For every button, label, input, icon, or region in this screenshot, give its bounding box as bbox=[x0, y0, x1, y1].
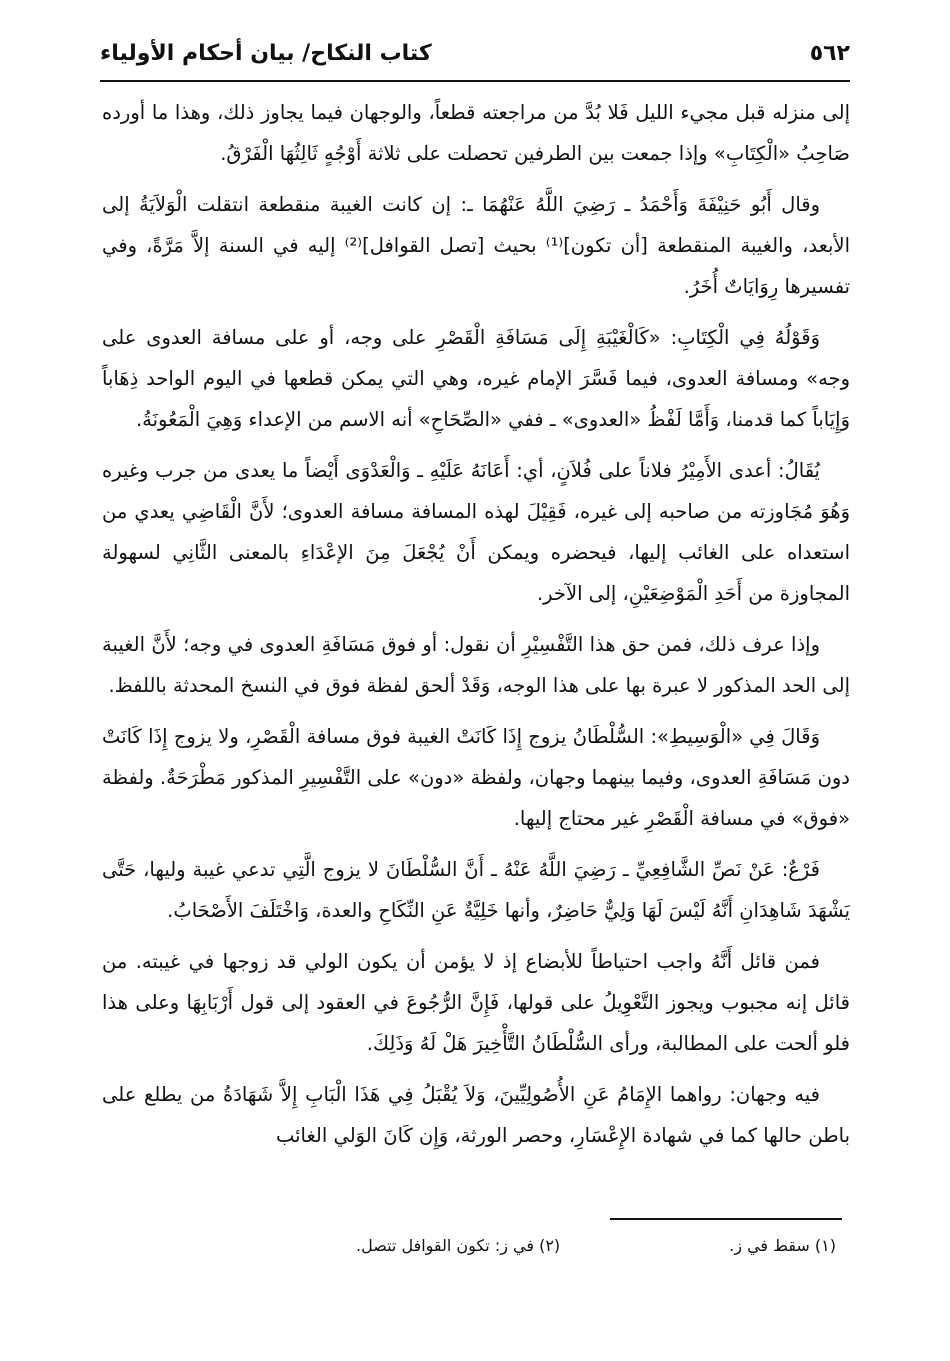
paragraph: وَقَوْلُهُ فِي الْكِتَابِ: «كَالْغَيْبَةِ إِلَى مَسَافَةِ الْقَصْرِ على وجه، أو على مسافة العدوى على وجه» ومسافة العدوى، فيما فَسَّرَ الإمام غيره، وهي التي يمكن قطعها في اليوم الواحد ذِهَاباً وَإِيَاباً كما قدمنا، وَأَمَّا لَفْظُ «العدوى» ـ ففي «الصِّحَاحِ» أنه الاسم من الإعداء وَهِيَ الْمَعُونَةُ. bbox=[102, 326, 850, 431]
footnote-rule bbox=[610, 1218, 842, 1220]
paragraph: إلى منزله قبل مجيء الليل فَلا بُدَّ من مراجعته قطعاً، والوجهان فيما يجاوز ذلك، وهذا ما أورده صَاحِبُ «الْكِتَابِ» وإذا جمعت بين الطرفين تحصلت على ثلاثة أَوْجُهٍ ثَالِثُهَا الْفَرْقُ. bbox=[102, 101, 850, 165]
paragraph: وَقَالَ فِي «الْوَسِيطِ»: السُّلْطَانُ يزوج إِذَا كَانَتْ الغيبة فوق مسافة الْقَصْرِ، ولا يزوج إِذَا كَانَتْ دون مَسَافَةِ العدوى، وفيما بينهما وجهان، ولفظة «دون» على التَّفْسِيرِ المذكور مَطْرَحَةٌ. ولفظة «فوق» في مسافة الْقَصْرِ غير محتاج إليها. bbox=[102, 725, 850, 830]
main-text bbox=[102, 92, 850, 1166]
footnote-2: (٢) في ز: تكون القوافل تتصل. bbox=[356, 1235, 561, 1255]
paragraph: وقال أَبُو حَنِيْفَةَ وَأَحْمَدُ ـ رَضِيَ اللَّهُ عَنْهُمَا ـ: إن كانت الغيبة منقطعة انتقلت الْوَلاَيَةُ إلى الأبعد، والغيبة المنقطعة [أن تكون]⁽¹⁾ بحيث [تصل القوافل]⁽²⁾ إليه في السنة إلاَّ مَرَّةً، وفي تفسيرها رِوَايَاتٌ أُخَرُ. bbox=[102, 193, 850, 298]
footnotes bbox=[110, 1230, 842, 1260]
paragraph: فمن قائل أَنَّهُ واجب احتياطاً للأبضاع إذ لا يؤمن أن يكون الولي قد زوجها في غيبته. من قائل إنه مجبوب ويجوز التَّعْوِيلُ على قولها، فَإِنَّ الرُّجُوعَ في العقود إلى قول أَرْبَابِهَا وعلى هذا فلو ألحت على المطالبة، ورأى السُّلْطَانُ التَّأْخِيرَ هَلْ لَهُ وَذَلِكَ. bbox=[102, 950, 850, 1055]
paragraph: فيه وجهان: رواهما الإِمَامُ عَنِ الأُصُولِيِّينَ، وَلاَ يُقْبَلُ فِي هَذَا الْبَابِ إِلاَّ شَهَادَةُ من يطلع على باطن حالها كما في شهادة الإِعْسَارِ، وحصر الورثة، وَإِن كَانَ الوَلي الغائب bbox=[102, 1083, 850, 1147]
paragraph: فَرْعٌ: عَنْ نَصِّ الشَّافِعِيِّ ـ رَضِيَ اللَّهُ عَنْهُ ـ أَنَّ السُّلْطَانَ لا يزوج الَّتِي تدعي غيبة وليها، حَتَّى يَشْهَدَ شَاهِدَانِ أَنَّهُ لَيْسَ لَهَا وَلِيٌّ حَاضِرٌ، وأنها خَلِيَّةٌ عَنِ النِّكَاحِ والعدة، وَاخْتَلَفَ الأَصْحَابُ. bbox=[102, 858, 850, 922]
page-header bbox=[100, 30, 850, 76]
running-title: كتاب النكاح/ بيان أحكام الأولياء bbox=[100, 40, 432, 66]
page-number: ٥٦٢ bbox=[809, 40, 850, 66]
paragraph: يُقَالُ: أعدى الأَمِيْرُ فلاناً على فُلاَنٍ، أي: أَعَانَهُ عَلَيْهِ ـ وَالْعَدْوَى أَيْضاً ما يعدى من جرب وغيره وَهُوَ مُجَاوزته من صاحبه إلى غيره، فَقِيْلَ لهذه المسافة مسافة العدوى؛ لأَنَّ الْقَاضِي يعدي من استعداه على الغائب إليها، فيحضره ويمكن أَنْ يُجْعَلَ مِنَ الإعْدَاءِ بالمعنى الثَّانِي لسهولة المجاوزة من أَحَدِ الْمَوْضِعَيْنِ، إلى الآخر. bbox=[102, 459, 850, 605]
paragraph: وإذا عرف ذلك، فمن حق هذا التَّفْسِيْرِ أن نقول: أو فوق مَسَافَةِ العدوى في وجه؛ لأَنَّ الغيبة إلى الحد المذكور لا عبرة بها على هذا الوجه، وَقَدْ ألحق لفظة فوق في النسخ المحدثة باللفظ. bbox=[102, 633, 850, 697]
footnote-1: (١) سقط في ز. bbox=[729, 1235, 836, 1255]
header-rule bbox=[100, 80, 850, 82]
